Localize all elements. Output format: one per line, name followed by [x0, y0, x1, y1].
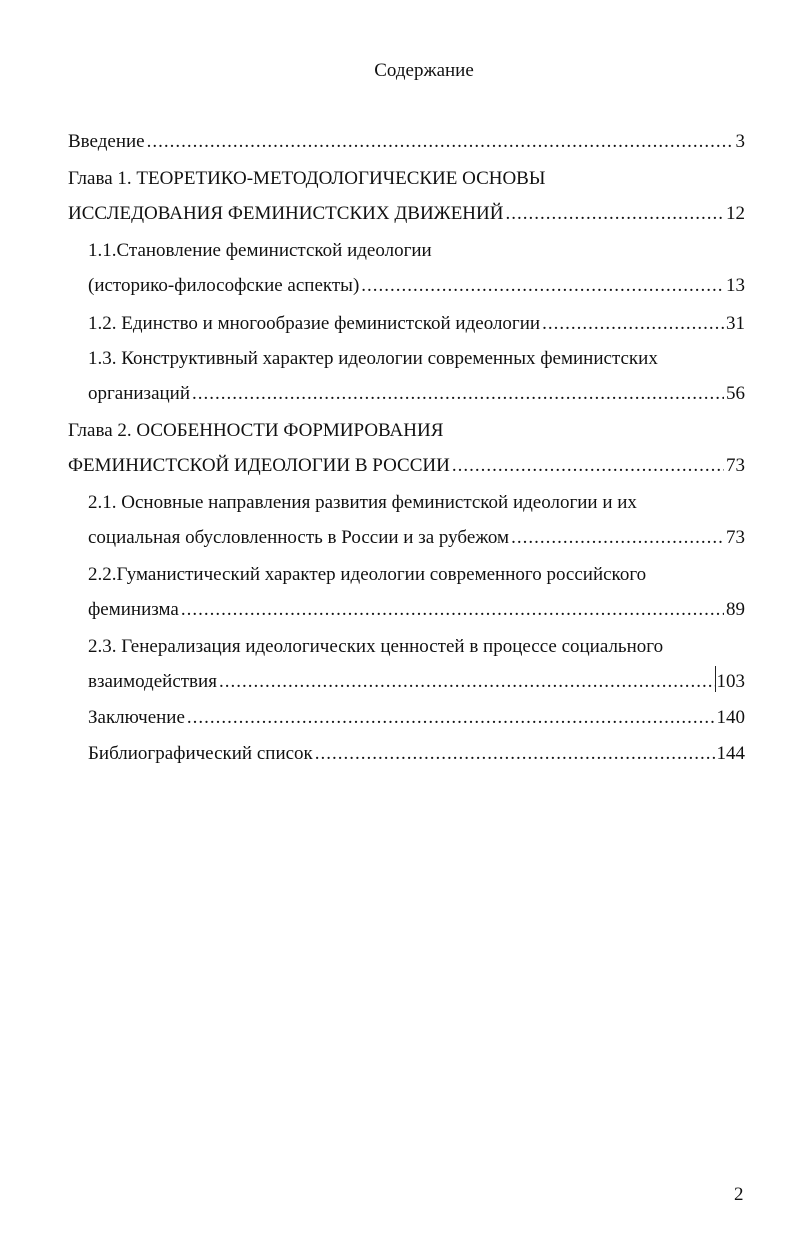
dot-leader [192, 381, 724, 407]
toc-entry-text: Библиографический список [88, 743, 313, 764]
dot-leader [147, 129, 734, 155]
toc-entry-text: 1.2. Единство и многообразие феминистской идеологии [88, 313, 541, 334]
toc-entry-text: ИССЛЕДОВАНИЯ ФЕМИНИСТСКИХ ДВИЖЕНИЙ [68, 203, 504, 224]
toc-entry-text: феминизма [88, 599, 179, 620]
toc-entry-page: 144 [716, 743, 745, 764]
dot-leader [361, 273, 724, 299]
toc-entry-page: 13 [726, 275, 745, 296]
dot-leader [452, 453, 724, 479]
toc-entry-2-1-line1: 2.1. Основные направления развития феминистской идеологии и их [88, 492, 637, 513]
page-number: 2 [734, 1184, 744, 1205]
toc-entry-2-2-line1: 2.2.Гуманистический характер идеологии современного российского [88, 564, 647, 585]
toc-entry-introduction [68, 129, 745, 155]
toc-entry-1-3 [88, 381, 745, 407]
dot-leader [187, 705, 715, 731]
toc-entry-text: социальная обусловленность в России и за рубежом [88, 527, 510, 548]
toc-entry-page: 140 [716, 707, 745, 728]
toc-entry-text: Заключение [88, 707, 185, 728]
scan-mark [715, 666, 716, 692]
toc-entry-chapter2-line1: Глава 2. ОСОБЕННОСТИ ФОРМИРОВАНИЯ [68, 420, 444, 441]
toc-entry-text: (историко-философские аспекты) [88, 275, 360, 296]
dot-leader [505, 201, 724, 227]
page-title: Содержание [374, 60, 474, 81]
toc-entry-text: организаций [88, 383, 191, 404]
toc-entry-1-1-line1: 1.1.Становление феминистской идеологии [88, 240, 432, 261]
toc-entry-1-3-line1: 1.3. Конструктивный характер идеологии современных феминистских [88, 348, 658, 369]
toc-entry-page: 73 [726, 527, 745, 548]
dot-leader [542, 311, 724, 337]
toc-entry-1-2 [88, 311, 745, 337]
toc-entry-conclusion [88, 705, 745, 731]
toc-entry-page: 12 [726, 203, 745, 224]
dot-leader [219, 669, 715, 695]
toc-entry-text: Введение [68, 131, 145, 152]
dot-leader [315, 741, 715, 767]
toc-entry-text: ФЕМИНИСТСКОЙ ИДЕОЛОГИИ В РОССИИ [68, 455, 450, 476]
dot-leader [181, 597, 724, 623]
toc-entry-2-3 [88, 669, 745, 695]
toc-entry-1-1 [88, 273, 745, 299]
toc-entry-page: 103 [716, 671, 745, 692]
toc-entry-page: 56 [726, 383, 745, 404]
toc-entry-chapter2 [68, 453, 745, 479]
toc-entry-text: взаимодействия [88, 671, 217, 692]
toc-entry-page: 3 [735, 131, 745, 152]
toc-entry-page: 73 [726, 455, 745, 476]
toc-entry-2-2 [88, 597, 745, 623]
toc-entry-bibliography [88, 741, 745, 767]
toc-entry-chapter1-line1: Глава 1. ТЕОРЕТИКО-МЕТОДОЛОГИЧЕСКИЕ ОСНОВЫ [68, 168, 546, 189]
toc-entry-page: 89 [726, 599, 745, 620]
toc-entry-2-3-line1: 2.3. Генерализация идеологических ценностей в процессе социального [88, 636, 664, 657]
toc-entry-2-1 [88, 525, 745, 551]
dot-leader [511, 525, 724, 551]
toc-entry-chapter1 [68, 201, 745, 227]
toc-entry-page: 31 [726, 313, 745, 334]
